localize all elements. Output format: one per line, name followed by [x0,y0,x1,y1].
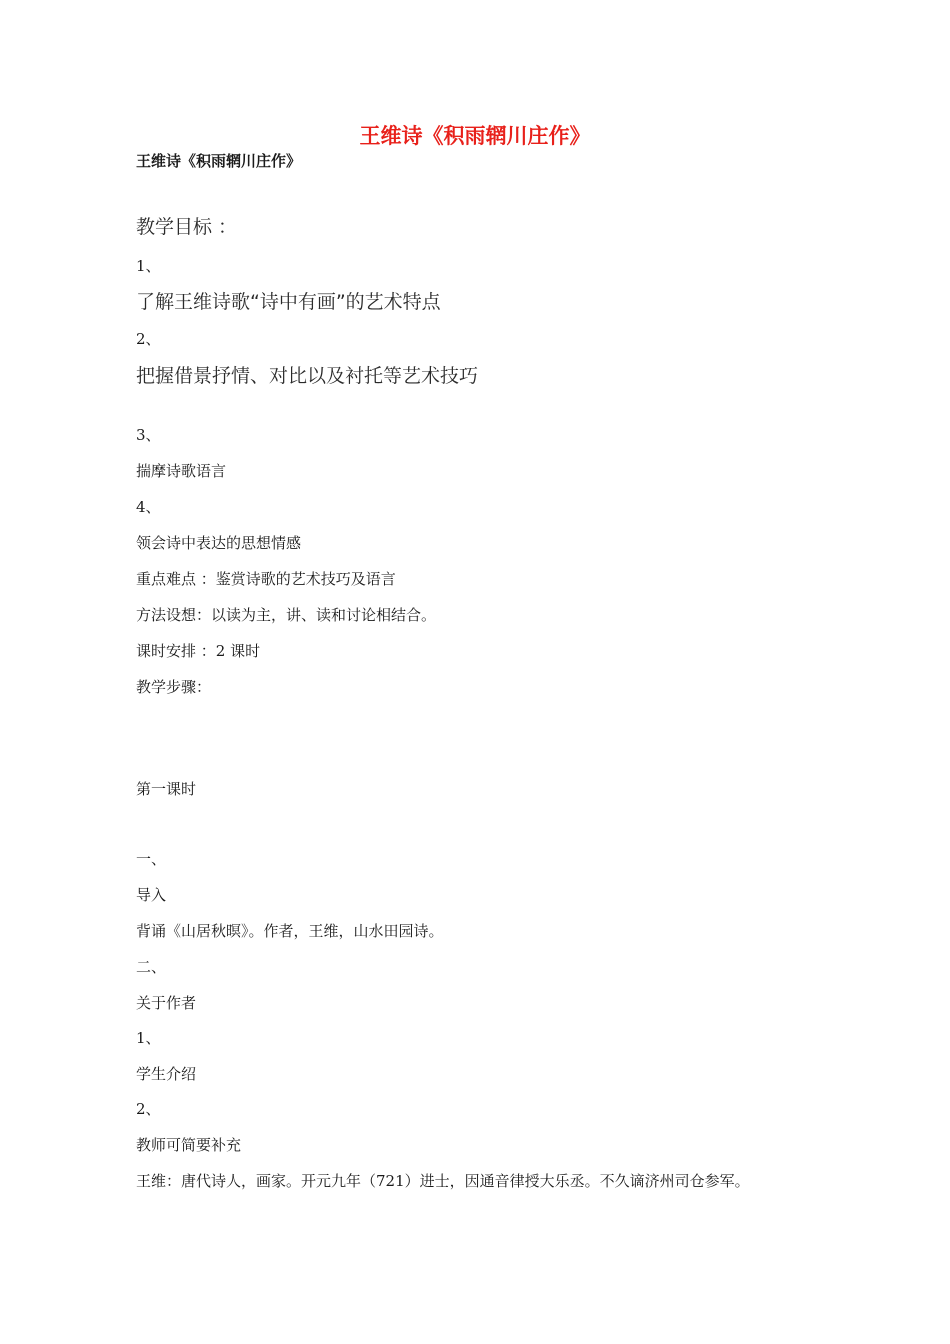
section-two-title: 关于作者 [136,994,197,1012]
lesson-one-heading: 第一课时 [136,780,197,798]
objective-text-2: 把握借景抒情、对比以及衬托等艺术技巧 [136,365,479,387]
objective-number-1: 1、 [136,257,161,275]
objective-number-3: 3、 [136,426,161,444]
objective-text-3: 揣摩诗歌语言 [136,462,227,480]
objective-text-1: 了解王维诗歌“诗中有画”的艺术特点 [136,291,441,313]
section-one-title: 导入 [136,886,167,904]
sub-item-number-1: 1、 [136,1029,161,1047]
section-one-text: 背诵《山居秋暝》。作者，王维，山水田园诗。 [136,922,444,940]
schedule: 课时安排 ：2 课时 [136,642,261,660]
key-points: 重点难点 ：鉴赏诗歌的艺术技巧及语言 [136,570,396,588]
document-title: 王维诗《积雨辋川庄作》 [359,124,591,148]
sub-item-text-2: 教师可简要补充 [136,1136,242,1154]
section-two-number: 二、 [136,958,167,976]
sub-item-number-2: 2、 [136,1100,161,1118]
objective-number-2: 2、 [136,330,161,348]
method: 方法设想：以读为主，讲、读和讨论相结合。 [136,606,437,624]
objective-number-4: 4、 [136,498,161,516]
objective-text-4: 领会诗中表达的思想情感 [136,534,302,552]
teaching-steps: 教学步骤： [136,678,212,696]
sub-item-text-1: 学生介绍 [136,1065,197,1083]
section-one-number: 一、 [136,850,167,868]
objectives-heading: 教学目标 ： [136,216,238,238]
author-bio: 王维：唐代诗人，画家。开元九年（721）进士，因通音律授大乐丞。不久谪济州司仓参军。 [136,1172,750,1190]
document-subtitle: 王维诗《积雨辋川庄作》 [136,152,302,170]
